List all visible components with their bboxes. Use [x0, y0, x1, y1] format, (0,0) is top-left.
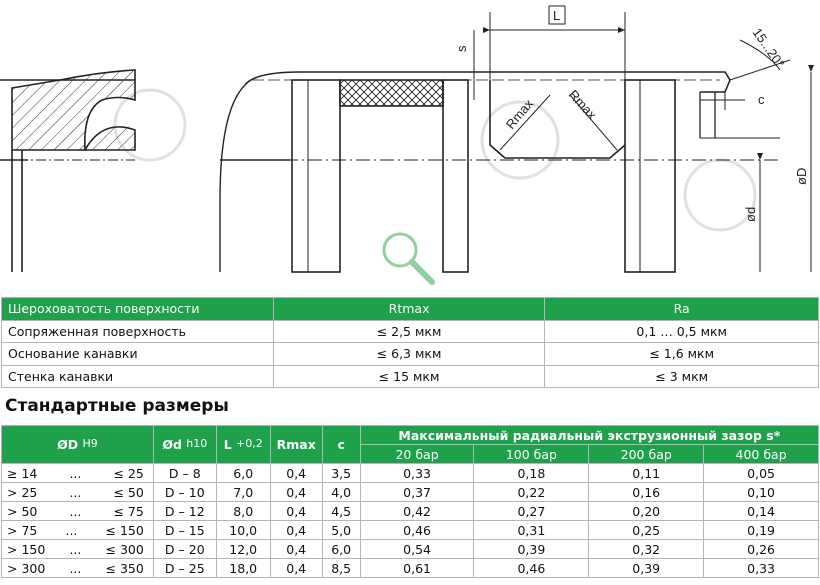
L-cell: 10,0	[216, 521, 270, 540]
label-rmax-right: Rmax	[565, 86, 600, 123]
header-rmax: Rmax	[270, 426, 322, 464]
range-cell: > 300 ... ≤ 350	[2, 559, 154, 578]
d-cell: D – 25	[153, 559, 216, 578]
L-cell: 18,0	[216, 559, 270, 578]
c-cell: 4,5	[322, 502, 360, 521]
d-cell: D – 15	[153, 521, 216, 540]
roughness-cell: Сопряженная поверхность	[2, 320, 274, 343]
label-diameter-d: ød	[743, 206, 758, 222]
gap-cell: 0,33	[360, 464, 474, 483]
header-extrusion-gap: Максимальный радиальный экструзионный зазор s*	[360, 426, 818, 445]
label-c: c	[758, 92, 765, 107]
label-diameter-D: øD	[794, 167, 809, 185]
gap-cell: 0,27	[474, 502, 589, 521]
header-pressure: 100 бар	[474, 445, 589, 464]
c-cell: 3,5	[322, 464, 360, 483]
gap-cell: 0,61	[360, 559, 474, 578]
gap-cell: 0,42	[360, 502, 474, 521]
L-cell: 7,0	[216, 483, 270, 502]
roughness-header-ra: Ra	[545, 298, 819, 321]
label-rmax-left: Rmax	[502, 96, 537, 132]
rmax-cell: 0,4	[270, 540, 322, 559]
roughness-cell: ≤ 2,5 мкм	[273, 320, 545, 343]
gap-cell: 0,18	[474, 464, 589, 483]
gap-cell: 0,33	[704, 559, 819, 578]
table-row	[2, 540, 819, 559]
roughness-cell: ≤ 3 мкм	[545, 365, 819, 388]
gap-cell: 0,20	[589, 502, 704, 521]
d-cell: D – 8	[153, 464, 216, 483]
roughness-cell: Основание канавки	[2, 343, 274, 366]
range-cell: > 50 ... ≤ 75	[2, 502, 154, 521]
sizes-table	[1, 425, 819, 578]
header-pressure: 20 бар	[360, 445, 474, 464]
rmax-cell: 0,4	[270, 464, 322, 483]
c-cell: 4,0	[322, 483, 360, 502]
gap-cell: 0,19	[704, 521, 819, 540]
roughness-header-rtmax: Rtmax	[273, 298, 545, 321]
table-row	[2, 502, 819, 521]
table-row	[2, 483, 819, 502]
label-L: L	[553, 8, 561, 23]
roughness-cell: ≤ 6,3 мкм	[273, 343, 545, 366]
gap-cell: 0,14	[704, 502, 819, 521]
roughness-header-row	[2, 298, 819, 321]
roughness-cell: ≤ 15 мкм	[273, 365, 545, 388]
dimension-lines	[474, 12, 811, 272]
sizes-header-row	[2, 426, 819, 445]
magnifier-icon[interactable]	[384, 234, 432, 282]
gap-cell: 0,10	[704, 483, 819, 502]
seal-drawing	[0, 0, 820, 290]
header-c: c	[322, 426, 360, 464]
gap-cell: 0,05	[704, 464, 819, 483]
header-D: ØD H9	[2, 426, 154, 464]
c-cell: 6,0	[322, 540, 360, 559]
gap-cell: 0,16	[589, 483, 704, 502]
gap-cell: 0,25	[589, 521, 704, 540]
roughness-table	[1, 297, 819, 388]
roughness-cell: ≤ 1,6 мкм	[545, 343, 819, 366]
range-cell: > 150 ... ≤ 300	[2, 540, 154, 559]
d-cell: D – 12	[153, 502, 216, 521]
gap-cell: 0,39	[589, 559, 704, 578]
section-title: Стандартные размеры	[5, 396, 229, 416]
d-cell: D – 10	[153, 483, 216, 502]
table-row	[2, 559, 819, 578]
header-d: Ød h10	[153, 426, 216, 464]
header-pressure: 400 бар	[704, 445, 819, 464]
gap-cell: 0,22	[474, 483, 589, 502]
gap-cell: 0,26	[704, 540, 819, 559]
roughness-cell: Стенка канавки	[2, 365, 274, 388]
table-row	[2, 320, 819, 343]
header-pressure: 200 бар	[589, 445, 704, 464]
label-s: s	[454, 45, 469, 52]
gap-cell: 0,39	[474, 540, 589, 559]
c-cell: 8,5	[322, 559, 360, 578]
table-row	[2, 343, 819, 366]
rmax-cell: 0,4	[270, 483, 322, 502]
label-angle: 15...20°	[749, 25, 788, 71]
gap-cell: 0,32	[589, 540, 704, 559]
gap-cell: 0,46	[474, 559, 589, 578]
table-row	[2, 464, 819, 483]
gap-cell: 0,11	[589, 464, 704, 483]
c-cell: 5,0	[322, 521, 360, 540]
gap-cell: 0,54	[360, 540, 474, 559]
range-cell: > 25 ... ≤ 50	[2, 483, 154, 502]
roughness-header-surface: Шероховатость поверхности	[2, 298, 274, 321]
rmax-cell: 0,4	[270, 521, 322, 540]
L-cell: 12,0	[216, 540, 270, 559]
gap-cell: 0,46	[360, 521, 474, 540]
rmax-cell: 0,4	[270, 559, 322, 578]
table-row	[2, 521, 819, 540]
header-L: L +0,2	[216, 426, 270, 464]
rmax-cell: 0,4	[270, 502, 322, 521]
seal-profile-left	[0, 70, 135, 272]
L-cell: 6,0	[216, 464, 270, 483]
range-cell: > 75 ... ≤ 150	[2, 521, 154, 540]
gap-cell: 0,31	[474, 521, 589, 540]
table-row	[2, 365, 819, 388]
d-cell: D – 20	[153, 540, 216, 559]
roughness-cell: 0,1 … 0,5 мкм	[545, 320, 819, 343]
gap-cell: 0,37	[360, 483, 474, 502]
L-cell: 8,0	[216, 502, 270, 521]
range-cell: ≥ 14 ... ≤ 25	[2, 464, 154, 483]
